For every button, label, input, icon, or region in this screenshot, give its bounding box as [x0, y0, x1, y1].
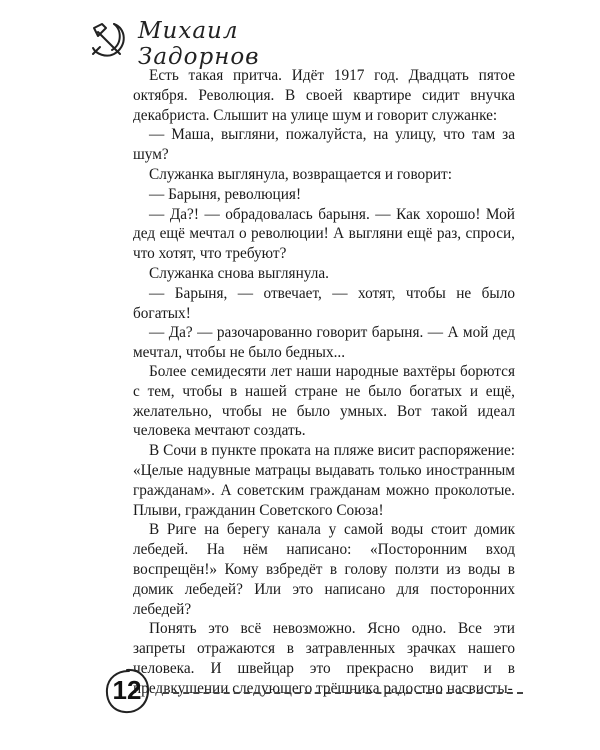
paragraph: Есть такая притча. Идёт 1917 год. Двадцать пятое октября. Революция. В своей квартире сидит внучка декабриста. Слышит на улице шум и говорит служанке:: [133, 67, 515, 124]
essay-block: [133, 362, 515, 699]
paragraph: — Да?! — обрадовалась барыня. — Как хорошо! Мой дед ещё мечтал о революции! А выгляни ещё раз, спроси, что хотят, что требуют?: [133, 205, 515, 263]
paragraph: В Сочи в пункте проката на пляже висит распоряжение: «Целые надувные матрацы выдавать только иностранным гражданам». А советским гражданам можно проколотые. Плыви, гражданин Советского Союза!: [133, 442, 515, 519]
hammer-sickle-icon: [84, 16, 132, 64]
page-footer: [103, 667, 523, 717]
page-header: [84, 10, 344, 70]
paragraph: В Риге на берегу канала у самой воды стоит домик лебедей. На нём написано: «Посторонним вход воспрещён!» Кому взбредёт в голову ползти из воды в домик лебедей? Или это написано для посторонних лебедей?: [133, 521, 515, 618]
dashed-rule: [163, 692, 523, 694]
paragraph: — Барыня, революция!: [149, 185, 302, 203]
page-number: 12: [112, 675, 142, 705]
paragraph: — Барыня, — отвечает, — хотят, чтобы не было богатых!: [133, 284, 515, 322]
parable-block: [133, 66, 515, 363]
paragraph: Понять это всё невозможно. Ясно одно. Все эти запреты отражаются в затравленных зрачках нашего человека. И швейцар это прекрасно видит и в предвкушении следующего трёшника радостно насвисты-: [133, 620, 515, 697]
paragraph: Более семидесяти лет наши народные вахтёры борются с тем, чтобы в нашей стране не было богатых и ещё, желательно, чтобы не было умных. Вот такой идеал человека мечтают создать.: [133, 363, 515, 440]
paragraph: — Да? — разочарованно говорит барыня. — А мой дед мечтал, чтобы не было бедных...: [133, 324, 515, 362]
paragraph: — Маша, выгляни, пожалуйста, на улицу, что там за шум?: [133, 126, 515, 164]
author-name: Михаил Задорнов: [138, 18, 260, 70]
paragraph: Служанка выглянула, возвращается и говорит:: [149, 165, 452, 183]
paragraph: Служанка снова выглянула.: [149, 264, 329, 282]
